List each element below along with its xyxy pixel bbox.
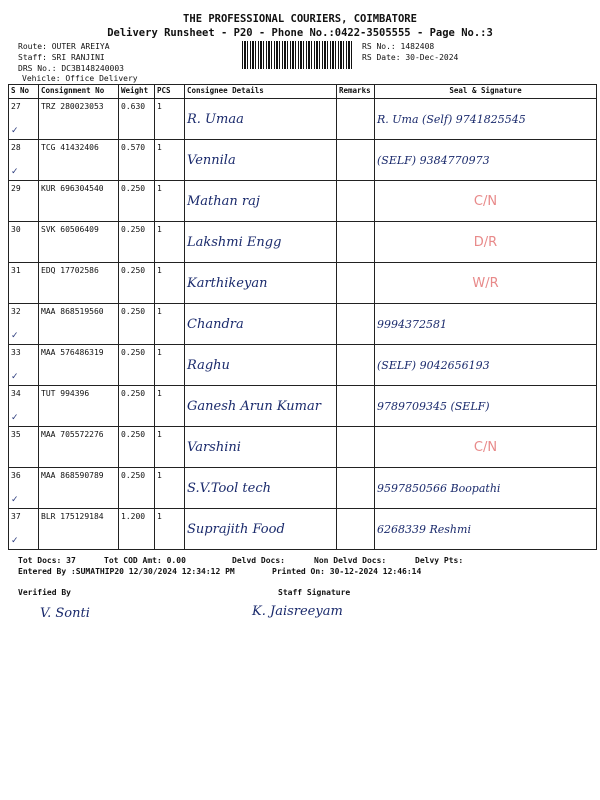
runsheet-table	[8, 84, 597, 550]
row-sno: 37 ✓	[9, 509, 39, 550]
vehicle-label: Vehicle: Office Delivery	[22, 74, 138, 83]
row-consignee: R. Umaa	[185, 99, 337, 140]
row-weight: 0.250	[119, 304, 155, 345]
row-consignment: EDQ 17702586	[39, 263, 119, 304]
runsheet-subtitle: Delivery Runsheet - P20 - Phone No.:0422-3505555 - Page No.:3	[107, 27, 493, 39]
row-weight: 0.250	[119, 427, 155, 468]
col-header: PCS	[155, 85, 185, 99]
rs-number: RS No.: 1482408	[362, 42, 435, 51]
row-signature: (SELF) 9384770973	[375, 140, 597, 181]
row-signature: 9789709345 (SELF)	[375, 386, 597, 427]
row-weight: 0.250	[119, 468, 155, 509]
row-sno: 27 ✓	[9, 99, 39, 140]
row-pcs: 1	[155, 140, 185, 181]
col-header: Consignee Details	[185, 85, 337, 99]
staff-signature: K. Jaisreeyam	[252, 604, 343, 619]
check-icon: ✓	[11, 536, 19, 546]
row-consignee: S.V.Tool tech	[185, 468, 337, 509]
row-consignment: TUT 994396	[39, 386, 119, 427]
row-consignee: Mathan raj	[185, 181, 337, 222]
row-weight: 0.570	[119, 140, 155, 181]
col-header: Weight	[119, 85, 155, 99]
row-sno: 31	[9, 263, 39, 304]
row-remarks	[337, 509, 375, 550]
row-pcs: 1	[155, 181, 185, 222]
row-remarks	[337, 99, 375, 140]
row-weight: 0.250	[119, 222, 155, 263]
route-label: Route: OUTER AREIYA	[18, 42, 110, 51]
row-consignee: Varshini	[185, 427, 337, 468]
col-header: Consignment No	[39, 85, 119, 99]
row-pcs: 1	[155, 304, 185, 345]
row-consignee: Raghu	[185, 345, 337, 386]
staff-signature-label: Staff Signature	[278, 588, 351, 597]
barcode-icon	[242, 41, 354, 69]
check-icon: ✓	[11, 167, 19, 177]
row-pcs: 1	[155, 468, 185, 509]
row-consignee: Chandra	[185, 304, 337, 345]
row-consignee: Vennila	[185, 140, 337, 181]
row-weight: 0.250	[119, 181, 155, 222]
row-sno: 32 ✓	[9, 304, 39, 345]
table-row	[9, 140, 597, 181]
row-consignee: Lakshmi Engg	[185, 222, 337, 263]
row-remarks	[337, 140, 375, 181]
row-signature: 9994372581	[375, 304, 597, 345]
table-row	[9, 222, 597, 263]
row-pcs: 1	[155, 99, 185, 140]
total-docs: Tot Docs: 37	[18, 556, 76, 565]
row-consignee: Ganesh Arun Kumar	[185, 386, 337, 427]
printed-on: Printed On: 30-12-2024 12:46:14	[272, 567, 422, 576]
row-consignment: TRZ 280023053	[39, 99, 119, 140]
row-weight: 0.250	[119, 345, 155, 386]
row-consignment: BLR 175129184	[39, 509, 119, 550]
col-header: S No	[9, 85, 39, 99]
row-remarks	[337, 345, 375, 386]
col-header: Seal & Signature	[375, 85, 597, 99]
row-sno: 29	[9, 181, 39, 222]
entered-by: Entered By :SUMATHIP20 12/30/2024 12:34:12 PM	[18, 567, 235, 576]
row-consignment: MAA 705572276	[39, 427, 119, 468]
row-consignment: MAA 576486319	[39, 345, 119, 386]
non-delivered-docs: Non Delvd Docs:	[314, 556, 387, 565]
table-row	[9, 99, 597, 140]
check-icon: ✓	[11, 495, 19, 505]
row-weight: 0.250	[119, 386, 155, 427]
row-signature: C/N	[375, 181, 597, 222]
row-signature: W/R	[375, 263, 597, 304]
check-icon: ✓	[11, 413, 19, 423]
row-weight: 0.250	[119, 263, 155, 304]
check-icon: ✓	[11, 126, 19, 136]
table-row	[9, 509, 597, 550]
table-row	[9, 386, 597, 427]
table-row	[9, 468, 597, 509]
verified-by-label: Verified By	[18, 588, 71, 597]
row-signature: R. Uma (Self) 9741825545	[375, 99, 597, 140]
row-remarks	[337, 222, 375, 263]
row-consignment: TCG 41432406	[39, 140, 119, 181]
delivered-docs: Delvd Docs:	[232, 556, 285, 565]
row-remarks	[337, 263, 375, 304]
row-weight: 0.630	[119, 99, 155, 140]
row-pcs: 1	[155, 263, 185, 304]
table-row	[9, 345, 597, 386]
row-consignment: MAA 868590789	[39, 468, 119, 509]
staff-label: Staff: SRI RANJINI	[18, 53, 105, 62]
row-remarks	[337, 468, 375, 509]
drs-label: DRS No.: DC3B148240003	[18, 64, 124, 73]
row-pcs: 1	[155, 345, 185, 386]
row-remarks	[337, 386, 375, 427]
rs-date: RS Date: 30-Dec-2024	[362, 53, 459, 62]
row-pcs: 1	[155, 427, 185, 468]
table-row	[9, 181, 597, 222]
row-pcs: 1	[155, 222, 185, 263]
table-header-row	[9, 85, 597, 99]
row-consignee: Suprajith Food	[185, 509, 337, 550]
row-signature: 6268339 Reshmi	[375, 509, 597, 550]
row-consignment: KUR 696304540	[39, 181, 119, 222]
delivery-points: Delvy Pts:	[415, 556, 464, 565]
row-sno: 28 ✓	[9, 140, 39, 181]
row-consignment: MAA 868519560	[39, 304, 119, 345]
total-cod: Tot COD Amt: 0.00	[104, 556, 186, 565]
verified-signature: V. Sonti	[40, 606, 90, 621]
check-icon: ✓	[11, 331, 19, 341]
row-signature: 9597850566 Boopathi	[375, 468, 597, 509]
row-signature: C/N	[375, 427, 597, 468]
row-remarks	[337, 304, 375, 345]
row-signature: D/R	[375, 222, 597, 263]
row-sno: 30	[9, 222, 39, 263]
col-header: Remarks	[337, 85, 375, 99]
row-sno: 36 ✓	[9, 468, 39, 509]
row-pcs: 1	[155, 386, 185, 427]
check-icon: ✓	[11, 372, 19, 382]
row-sno: 33 ✓	[9, 345, 39, 386]
row-remarks	[337, 181, 375, 222]
table-row	[9, 304, 597, 345]
row-pcs: 1	[155, 509, 185, 550]
row-signature: (SELF) 9042656193	[375, 345, 597, 386]
row-consignment: SVK 60506409	[39, 222, 119, 263]
table-row	[9, 263, 597, 304]
row-sno: 34 ✓	[9, 386, 39, 427]
runsheet-title: THE PROFESSIONAL COURIERS, COIMBATORE	[183, 13, 417, 25]
row-remarks	[337, 427, 375, 468]
row-consignee: Karthikeyan	[185, 263, 337, 304]
row-sno: 35	[9, 427, 39, 468]
row-weight: 1.200	[119, 509, 155, 550]
table-row	[9, 427, 597, 468]
